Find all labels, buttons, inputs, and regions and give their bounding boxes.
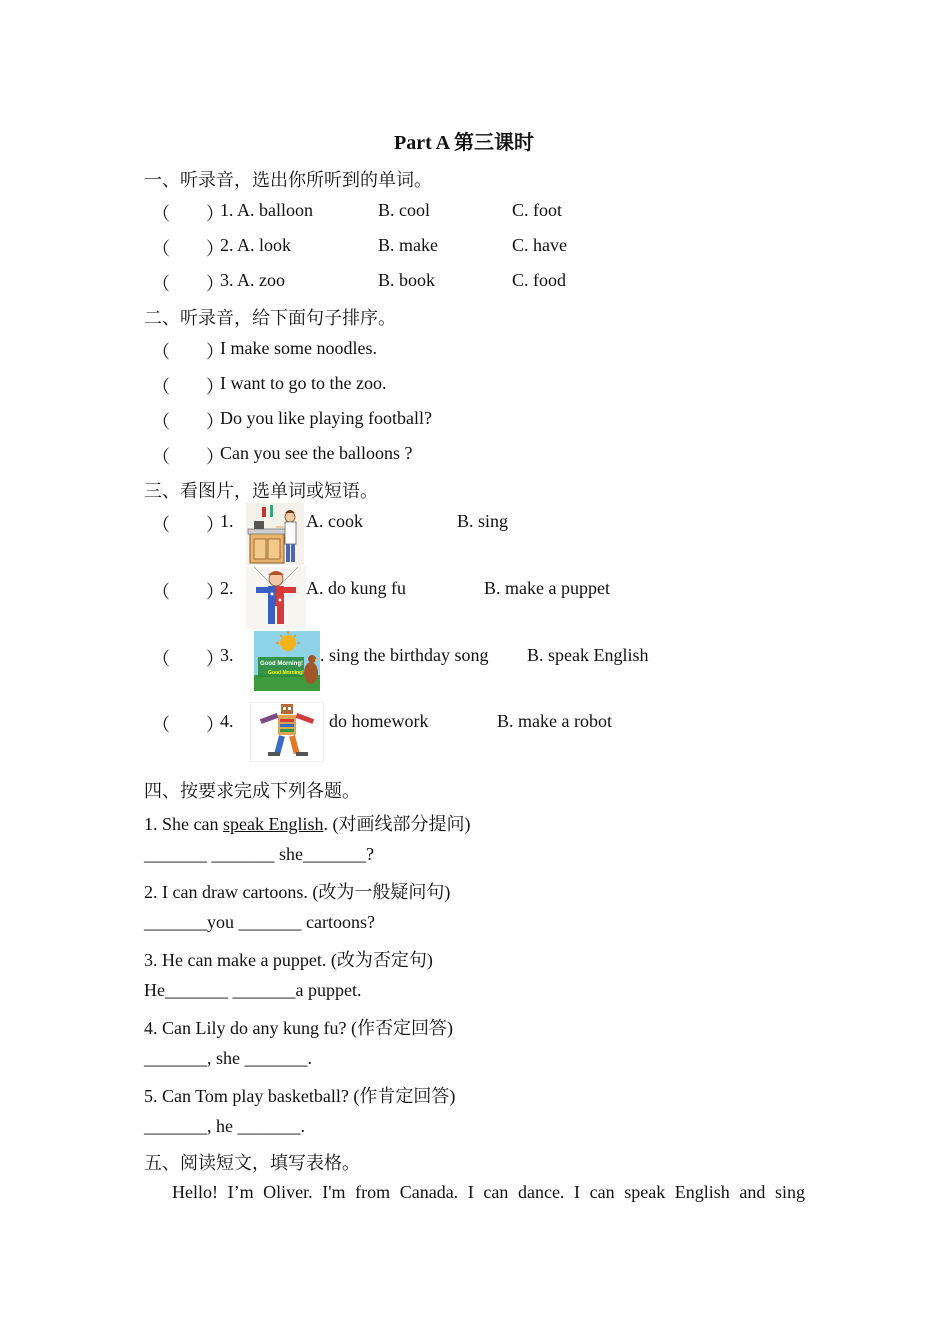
answer-line-2[interactable]: _______you _______ cartoons? (144, 912, 375, 932)
question-option-b: B. cool (378, 200, 430, 220)
answer-paren[interactable]: （ ） (152, 412, 224, 432)
option-a: A. cook (306, 511, 363, 531)
option-b: B. sing (457, 511, 509, 531)
question-option-a: 1. A. balloon (220, 200, 313, 220)
sentence-item: Do you like playing football? (220, 408, 432, 428)
question-option-b: B. make (378, 235, 438, 255)
question-3: 3. He can make a puppet. (改为否定句) (144, 950, 433, 970)
sentence-item: I want to go to the zoo. (220, 373, 387, 393)
item-number: 2. (220, 578, 234, 598)
question-5: 5. Can Tom play basketball? (作肯定回答) (144, 1086, 456, 1106)
option-b: B. make a puppet (484, 578, 610, 598)
question-1-text: 1. She can (144, 814, 223, 834)
section-3-heading: 三、看图片，选单词或短语。 (144, 481, 378, 501)
option-b: B. speak English (527, 645, 649, 665)
section-5-heading: 五、阅读短文，填写表格。 (144, 1153, 360, 1173)
question-option-c: C. foot (512, 200, 563, 220)
sentence-item: I make some noodles. (220, 338, 377, 358)
answer-line-4[interactable]: _______, she _______. (144, 1048, 312, 1068)
answer-paren[interactable]: （ ） (152, 515, 224, 535)
answer-paren[interactable]: （ ） (152, 342, 224, 362)
question-1-instruction: . (对画线部分提问) (323, 814, 471, 834)
underlined-phrase: speak English (222, 814, 324, 834)
answer-paren[interactable]: （ ） (152, 377, 224, 397)
question-4: 4. Can Lily do any kung fu? (作否定回答) (144, 1018, 453, 1038)
page-title: Part A 第三课时 (394, 132, 534, 154)
answer-paren[interactable]: （ ） (152, 274, 224, 294)
answer-paren[interactable]: （ ） (152, 582, 224, 602)
cook-picture (246, 503, 304, 565)
question-2: 2. I can draw cartoons. (改为一般疑问句) (144, 882, 451, 902)
answer-line-3[interactable]: He_______ _______a puppet. (144, 980, 362, 1000)
item-number: 1. (220, 511, 234, 531)
option-a: A. do kung fu (306, 578, 406, 598)
question-option-c: C. have (512, 235, 567, 255)
answer-paren[interactable]: （ ） (152, 447, 224, 467)
answer-paren[interactable]: （ ） (152, 239, 224, 259)
item-number: 3. (220, 645, 234, 665)
robot-picture (250, 702, 324, 762)
question-option-c: C. food (512, 270, 566, 290)
puppet-picture (246, 567, 306, 629)
option-a: do homework (329, 711, 429, 731)
section-2-heading: 二、听录音，给下面句子排序。 (144, 308, 396, 328)
answer-paren[interactable]: （ ） (152, 715, 224, 735)
section-1-heading: 一、听录音，选出你所听到的单词。 (144, 170, 432, 190)
picture-caption-1: Good Morning! (260, 661, 303, 667)
option-b: B. make a robot (497, 711, 612, 731)
answer-paren[interactable]: （ ） (152, 649, 224, 669)
question-option-b: B. book (378, 270, 436, 290)
answer-line-5[interactable]: _______, he _______. (144, 1116, 305, 1136)
option-a: . sing the birthday song (320, 645, 489, 665)
question-option-a: 3. A. zoo (220, 270, 285, 290)
good-morning-picture (254, 631, 320, 691)
answer-paren[interactable]: （ ） (152, 204, 224, 224)
sentence-item: Can you see the balloons ? (220, 443, 413, 463)
item-number: 4. (220, 711, 234, 731)
question-option-a: 2. A. look (220, 235, 292, 255)
reading-paragraph: Hello! I’m Oliver. I'm from Canada. I can dance. I can speak English and sing (172, 1182, 805, 1202)
answer-line-1[interactable]: _______ _______ she_______? (144, 844, 374, 864)
question-1 (144, 810, 470, 836)
picture-caption-2: Good Morning! (268, 670, 304, 676)
section-4-heading: 四、按要求完成下列各题。 (144, 781, 360, 801)
